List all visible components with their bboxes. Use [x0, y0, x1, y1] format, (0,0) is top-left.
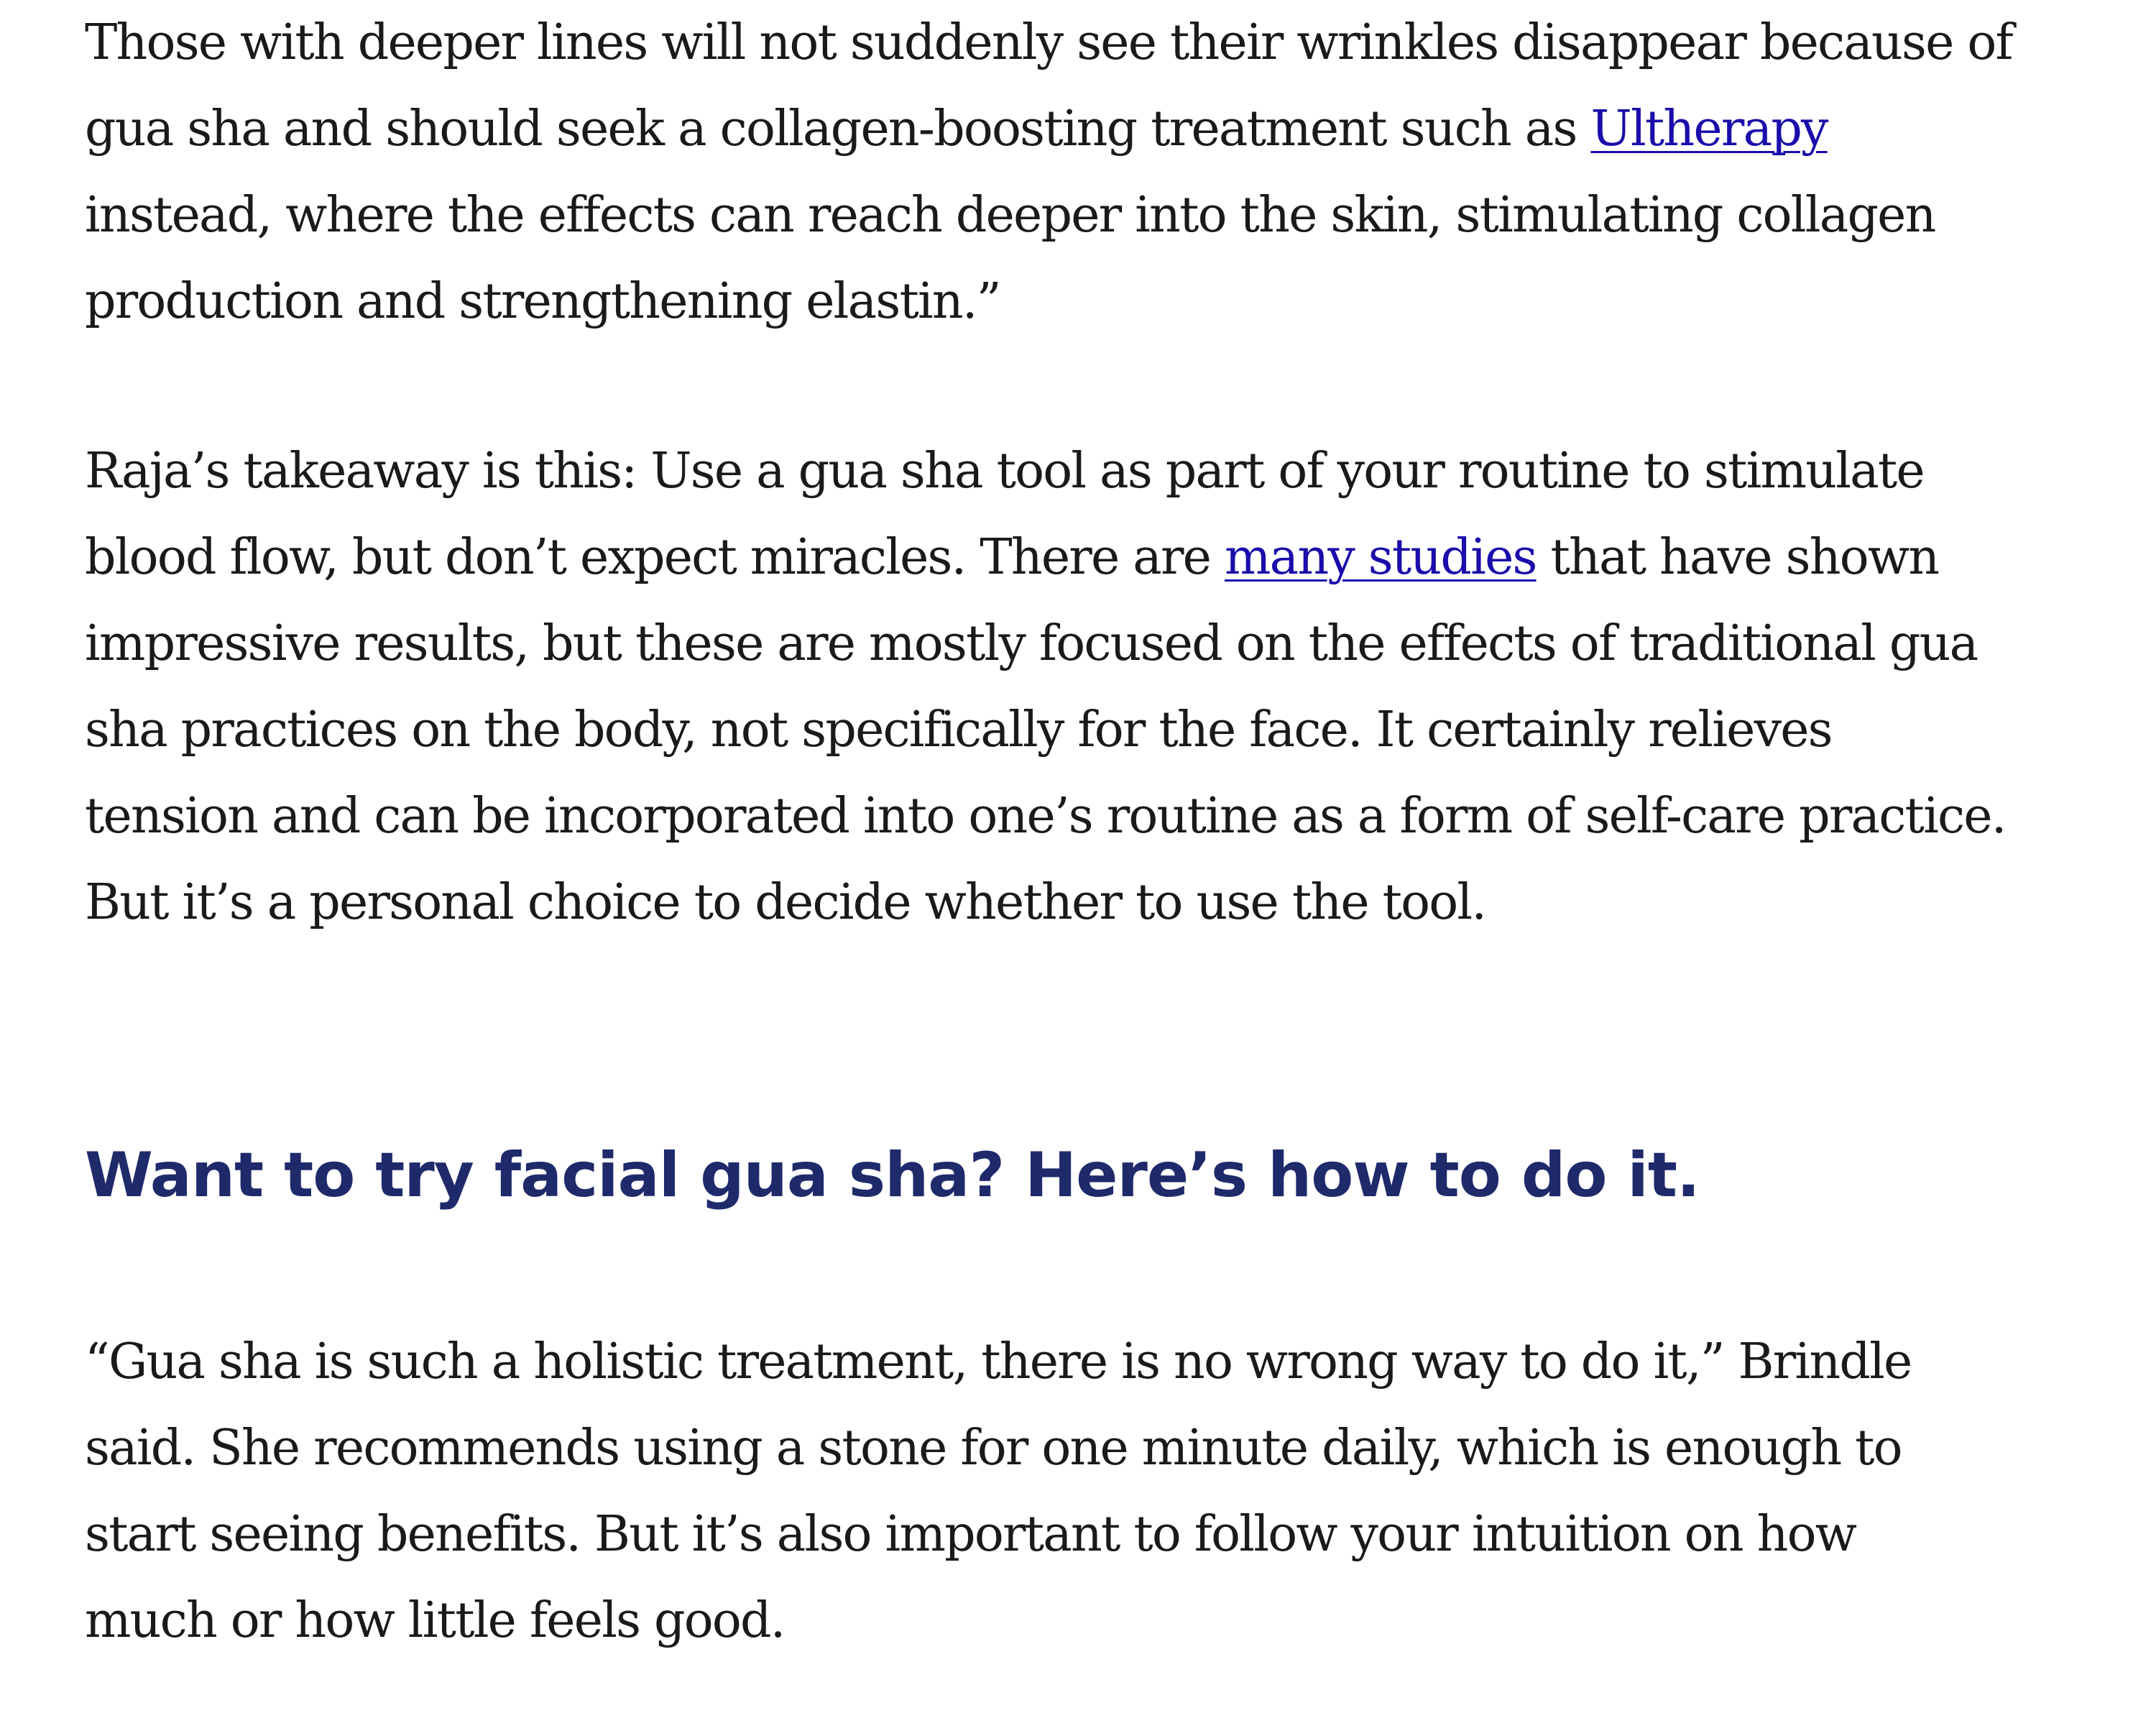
paragraph-line: “Gua sha is such a holistic treatment, there is no wrong way to do it,” Brindle [85, 1333, 1912, 1390]
paragraph-line: instead, where the effects can reach deeper into the skin, stimulating collagen [85, 187, 1935, 244]
paragraph-line: impressive results, but these are mostly focused on the effects of traditional gua [85, 615, 1978, 672]
paragraph-text: gua sha and should seek a collagen-boosting treatment such as [85, 101, 1591, 157]
paragraph-brindle [85, 1319, 1911, 1664]
paragraph-raja-takeaway [85, 428, 2006, 946]
paragraph-line: sha practices on the body, not specifically for the face. It certainly relieves [85, 702, 1832, 758]
paragraph-ultherapy [85, 0, 2012, 345]
paragraph-line [85, 515, 2006, 601]
paragraph-line: start seeing benefits. But it’s also important to follow your intuition on how [85, 1506, 1856, 1563]
paragraph-line: Raja’s takeaway is this: Use a gua sha tool as part of your routine to stimulate [85, 443, 1924, 500]
paragraph-line: tension and can be incorporated into one’s routine as a form of self-care practice. [85, 788, 2006, 845]
paragraph-line [85, 86, 2012, 173]
many-studies-link[interactable]: many studies [1224, 529, 1537, 586]
paragraph-text: blood flow, but don’t expect miracles. There are [85, 529, 1225, 586]
paragraph-line: said. She recommends using a stone for one minute daily, which is enough to [85, 1420, 1902, 1477]
paragraph-line: production and strengthening elastin.” [85, 273, 1000, 330]
paragraph-line: But it’s a personal choice to decide whether to use the tool. [85, 874, 1486, 931]
paragraph-text: that have shown [1536, 529, 1939, 586]
paragraph-line: Those with deeper lines will not suddenly see their wrinkles disappear because of [85, 14, 2012, 71]
paragraph-line: much or how little feels good. [85, 1592, 785, 1649]
section-heading: Want to try facial gua sha? Here’s how to do it. [85, 1139, 1700, 1211]
ultherapy-link[interactable]: Ultherapy [1590, 101, 1828, 157]
